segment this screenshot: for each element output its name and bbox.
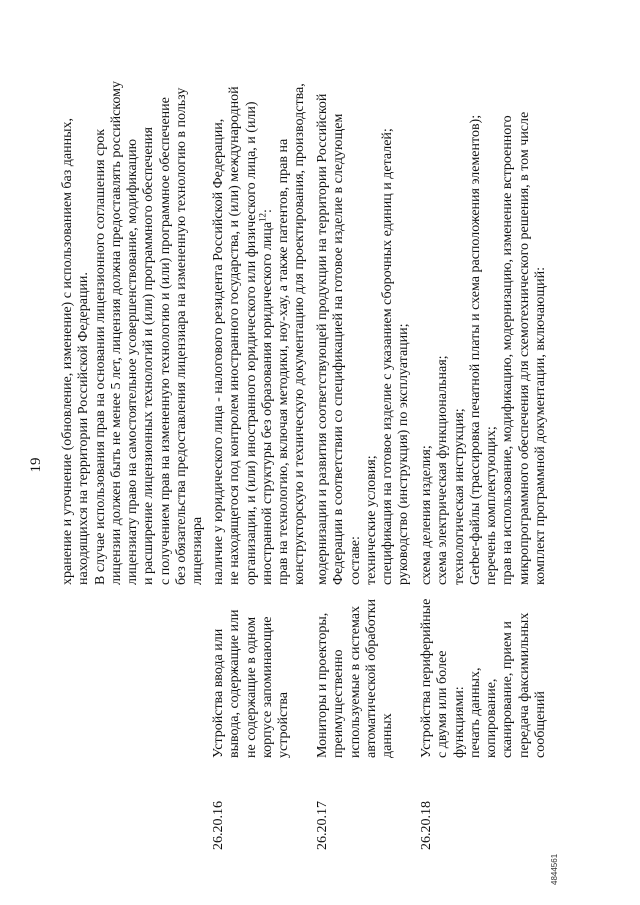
text-line: схема деления изделия; (419, 445, 434, 585)
text-line: хранение и уточнение (обновление, изменение) с использованием баз данных, (60, 117, 75, 585)
text-line: находящихся на территории Российской Федерации. (76, 272, 92, 585)
text-line: с двумя или более (435, 650, 451, 758)
text-line: технические условия; (363, 455, 379, 585)
text-line: Федерации в соответствии со спецификацией на готовое изделие в следующем (331, 113, 347, 585)
text-line: иностранной структуры без образования юридического лица (259, 221, 275, 585)
text-line: В случае использования прав на основании лицензионного соглашения срок (92, 128, 108, 585)
text-line: лицензиату право на самостоятельное усовершенствование, модификацию (125, 138, 141, 585)
text-line: Устройства ввода или (211, 628, 226, 758)
text-line: прав на технологию, включая методики, ноу-хау, а также патентов, прав на (276, 138, 292, 585)
text-line: печать данных, (467, 667, 483, 758)
text-line: составе: (347, 536, 363, 585)
text-line: перечень комплектующих; (484, 426, 500, 585)
footnote-mark: 12 (257, 212, 268, 222)
okpd-code: 26.20.16 (211, 801, 226, 850)
okpd-code: 26.20.18 (419, 801, 434, 850)
text-line: сканирование, прием и (500, 621, 516, 758)
document-id: 4844561 (550, 853, 559, 885)
text-line: используемые в системах (347, 606, 363, 758)
text-line: данных (380, 713, 396, 758)
text-line: не находящегося под контролем иностранного государства, и (или) международной (227, 86, 243, 585)
text-line: сообщений (533, 691, 549, 758)
text-line: руководство (инструкция) по эксплуатации; (396, 323, 412, 585)
text-line: организации, и (или) иностранного юридического или физического лица, и (или) (243, 101, 259, 585)
text-line: копирование, (484, 678, 500, 758)
text-line: микропрограммного обеспечения для схемотехнического решения, в том числе (516, 111, 532, 585)
text-line: без обязательства предоставления лицензиара на измененную технологию в пользу (174, 87, 190, 585)
okpd-code: 26.20.17 (315, 801, 330, 850)
text-line: вывода, содержащие или (227, 609, 243, 758)
text-line: наличие у юридического лица - налогового резидента Российской Федерации, (211, 118, 226, 585)
text-line-with-footnote (257, 40, 276, 585)
text-line: лицензии должен быть не менее 5 лет, лицензия должна предоставлять российскому (108, 81, 124, 585)
text-line: комплект программной документации, включающий: (533, 266, 549, 585)
condition-cell (211, 40, 309, 585)
text-line: технологическая инструкция; (451, 408, 467, 585)
text-line: преимущественно (331, 649, 347, 758)
text-line: с получением прав на измененную технологию и (или) программное обеспечение (157, 97, 173, 585)
text-line: Устройства периферийные (419, 598, 434, 758)
product-name-cell (211, 592, 292, 758)
text-line: лицензиара (190, 516, 206, 585)
text-line: Мониторы и проекторы, (315, 612, 330, 758)
text-line: Gerber-файлы (трассировка печатной платы и схема расположения элементов); (467, 114, 483, 585)
text-line: конструкторскую и техническую документацию для проектирования, производства, (292, 83, 308, 585)
product-name-cell (315, 592, 396, 758)
rotated-content (20, 40, 580, 890)
condition-cell (419, 40, 549, 585)
footnote-suffix: : (259, 209, 275, 213)
text-line: прав на использование, модификацию, модернизацию, изменение встроенного (500, 115, 516, 585)
text-line: не содержащие в одном (243, 616, 259, 758)
page-number: 19 (28, 457, 44, 473)
text-line: корпусе запоминающие (259, 616, 275, 758)
condition-cell (60, 40, 207, 585)
condition-cell (315, 40, 413, 585)
text-line: спецификация на готовое изделие с указанием сборочных единиц и деталей; (380, 128, 396, 585)
text-line: схема электрическая функциональная; (435, 355, 451, 585)
text-line: модернизации и развития соответствующей продукции на территории Российской (315, 93, 330, 585)
text-line: автоматической обработки (363, 599, 379, 758)
text-line: и расширение лицензионных технологий и (или) программного обеспечения (141, 127, 157, 585)
product-name-cell (419, 592, 549, 758)
text-line: функциями: (451, 686, 467, 758)
text-line: передача факсимильных (516, 612, 532, 758)
text-line: устройства (276, 692, 292, 758)
